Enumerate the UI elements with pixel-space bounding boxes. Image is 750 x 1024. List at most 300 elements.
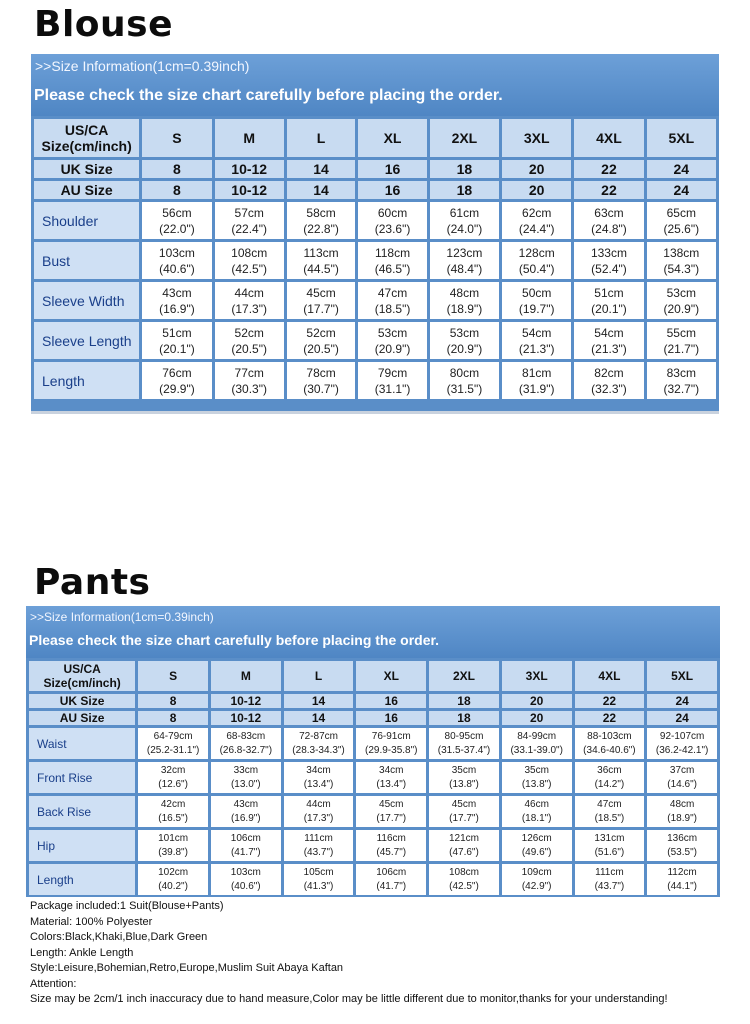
measurement-cm: 126cm (521, 832, 552, 844)
measurement-cell (356, 830, 426, 861)
measurement-cell (575, 864, 645, 895)
measurement-cell (284, 796, 354, 827)
measurement-cm: 76cm (162, 365, 192, 380)
measurement-cell (574, 322, 643, 359)
measurement-cell (287, 242, 355, 279)
measurement-inch: (39.8") (158, 846, 188, 858)
measurement-inch: (49.6") (521, 846, 552, 858)
measurement-inch: (26.8-32.7") (219, 744, 273, 756)
measurement-inch: (16.9") (230, 812, 261, 824)
measurement-cm: 58cm (306, 205, 336, 220)
measurement-label: Sleeve Length (34, 322, 139, 359)
measurement-cm: 64-79cm (153, 730, 193, 742)
size-header-cell: 5XL (647, 119, 716, 157)
au-size-cell: 10-12 (211, 711, 281, 725)
measurement-inch: (21.3") (518, 341, 555, 356)
measurement-row (29, 796, 717, 827)
measurement-cm: 60cm (377, 205, 408, 220)
measurement-inch: (44.5") (303, 261, 339, 276)
measurement-inch: (21.7") (663, 341, 700, 356)
measurement-cell (647, 282, 716, 319)
measurement-inch: (31.9") (518, 381, 555, 396)
measurement-cm: 55cm (666, 325, 696, 340)
measurement-cell (647, 762, 717, 793)
measurement-cell (142, 282, 211, 319)
measurement-cm: 43cm (162, 285, 192, 300)
measurement-inch: (41.3") (303, 880, 334, 892)
measurement-cm: 84-99cm (517, 730, 557, 742)
blouse-chart-bottom-edge (31, 411, 719, 414)
blouse-size-header-row (34, 119, 716, 157)
corner-label-line: US/CA (64, 122, 109, 138)
measurement-label: Front Rise (29, 762, 135, 793)
measurement-cell (647, 728, 717, 759)
measurement-cm: 42cm (160, 798, 186, 810)
au-size-cell: 18 (429, 711, 499, 725)
measurement-cell (429, 728, 499, 759)
measurement-cm: 53cm (666, 285, 696, 300)
measurement-cm: 79cm (377, 365, 408, 380)
measurement-inch: (17.3") (231, 301, 267, 316)
measurement-cm: 54cm (594, 325, 624, 340)
measurement-cell (502, 796, 572, 827)
measurement-cm: 72-87cm (299, 730, 338, 742)
size-header-cell: 4XL (575, 661, 645, 691)
measurement-inch: (20.9") (663, 301, 700, 316)
measurement-label: Length (34, 362, 139, 399)
measurement-cell (215, 282, 284, 319)
blouse-size-table (31, 116, 719, 402)
measurement-cell (138, 796, 208, 827)
measurement-inch: (18.5") (594, 812, 625, 824)
measurement-cell (142, 242, 211, 279)
measurement-cell (502, 728, 572, 759)
measurement-row (29, 864, 717, 895)
measurement-cm: 138cm (663, 245, 700, 260)
measurement-cm: 44cm (306, 798, 331, 810)
measurement-inch: (31.5-37.4") (437, 744, 491, 756)
measurement-inch: (42.5") (449, 880, 479, 892)
measurement-row (29, 830, 717, 861)
measurement-inch: (31.1") (374, 381, 411, 396)
size-header-cell: 4XL (574, 119, 643, 157)
measurement-cm: 136cm (667, 832, 698, 844)
measurement-inch: (16.5") (158, 812, 188, 824)
measurement-cell (287, 282, 355, 319)
measurement-cell (502, 202, 571, 239)
measurement-cm: 51cm (594, 285, 624, 300)
measurement-cm: 68-83cm (226, 730, 266, 742)
uk-size-cell: 14 (284, 694, 354, 708)
measurement-cell (211, 830, 281, 861)
measurement-cm: 118cm (374, 245, 411, 260)
measurement-inch: (20.9") (374, 341, 411, 356)
measurement-inch: (46.5") (374, 261, 411, 276)
measurement-inch: (40.2") (158, 880, 188, 892)
measurement-cell (356, 864, 426, 895)
measurement-inch: (30.3") (231, 381, 267, 396)
measurement-cell (429, 762, 499, 793)
measurement-cell (356, 796, 426, 827)
measurement-label: Waist (29, 728, 135, 759)
measurement-inch: (16.9") (159, 301, 195, 316)
measurement-inch: (17.7") (449, 812, 479, 824)
measurement-cell (358, 322, 426, 359)
measurement-cm: 53cm (377, 325, 408, 340)
measurement-cm: 53cm (449, 325, 480, 340)
size-header-cell: S (138, 661, 208, 691)
measurement-cm: 83cm (666, 365, 696, 380)
measurement-row (34, 282, 716, 319)
measurement-row (34, 242, 716, 279)
measurement-cm: 46cm (524, 798, 549, 810)
size-header-cell: L (284, 661, 354, 691)
measurement-cm: 45cm (306, 285, 336, 300)
measurement-cm: 36cm (597, 764, 622, 776)
measurement-cm: 111cm (304, 832, 333, 844)
measurement-inch: (50.4") (518, 261, 555, 276)
measurement-inch: (54.3") (663, 261, 700, 276)
measurement-cm: 109cm (521, 866, 552, 878)
measurement-cell (430, 362, 499, 399)
measurement-cell (356, 728, 426, 759)
measurement-cm: 63cm (594, 205, 624, 220)
measurement-inch: (44.1") (667, 880, 697, 892)
note-length: Length: Ankle Length (30, 946, 134, 959)
measurement-cm: 48cm (669, 798, 695, 810)
measurement-inch: (40.6") (230, 880, 261, 892)
measurement-cm: 121cm (448, 832, 479, 844)
measurement-cell (430, 282, 499, 319)
measurement-cell (284, 762, 354, 793)
measurement-cm: 102cm (158, 866, 189, 878)
measurement-cm: 50cm (522, 285, 552, 300)
measurement-cm: 47cm (597, 798, 622, 810)
measurement-cell (502, 864, 572, 895)
measurement-inch: (13.4") (376, 778, 407, 790)
measurement-cell (430, 322, 499, 359)
measurement-cm: 62cm (522, 205, 552, 220)
measurement-cell (430, 202, 499, 239)
measurement-inch: (20.5") (303, 341, 339, 356)
measurement-inch: (32.3") (591, 381, 627, 396)
measurement-cell (211, 796, 281, 827)
measurement-cell (502, 322, 571, 359)
measurement-cm: 106cm (376, 866, 407, 878)
pants-chart-header (26, 606, 720, 658)
measurement-label: Length (29, 864, 135, 895)
measurement-cell (429, 864, 499, 895)
measurement-cm: 45cm (379, 798, 404, 810)
measurement-cell (142, 362, 211, 399)
measurement-inch: (43.7") (303, 846, 334, 858)
measurement-inch: (13.4") (303, 778, 334, 790)
uk-size-cell: 14 (287, 160, 355, 178)
measurement-cm: 35cm (451, 764, 477, 776)
blouse-uk-size-row (34, 160, 716, 178)
measurement-label: Hip (29, 830, 135, 861)
measurement-cm: 112cm (667, 866, 697, 878)
measurement-cm: 76-91cm (371, 730, 411, 742)
size-header-cell: 2XL (430, 119, 499, 157)
size-header-cell: 2XL (429, 661, 499, 691)
measurement-cell (358, 242, 426, 279)
measurement-inch: (14.6") (667, 778, 697, 790)
measurement-cell (647, 362, 716, 399)
measurement-label: Bust (34, 242, 139, 279)
measurement-cell (430, 242, 499, 279)
measurement-cm: 65cm (666, 205, 696, 220)
au-size-label: AU Size (29, 711, 135, 725)
measurement-cm: 88-103cm (587, 730, 632, 742)
uk-size-cell: 10-12 (215, 160, 284, 178)
au-size-cell: 8 (138, 711, 208, 725)
measurement-cell (647, 830, 717, 861)
measurement-cm: 92-107cm (659, 730, 705, 742)
measurement-inch: (19.7") (518, 301, 555, 316)
uk-size-cell: 18 (429, 694, 499, 708)
size-header-cell: XL (356, 661, 426, 691)
measurement-inch: (17.7") (303, 301, 339, 316)
note-material: Material: 100% Polyester (30, 915, 153, 928)
measurement-inch: (53.5") (667, 846, 697, 858)
measurement-cm: 47cm (377, 285, 408, 300)
au-size-cell: 20 (502, 711, 572, 725)
measurement-inch: (18.5") (374, 301, 411, 316)
measurement-cell (647, 796, 717, 827)
measurement-cm: 123cm (446, 245, 483, 260)
measurement-cm: 80-95cm (444, 730, 484, 742)
size-header-cell: 5XL (647, 661, 717, 691)
measurement-cm: 52cm (306, 325, 336, 340)
measurement-cell (502, 282, 571, 319)
uk-size-label: UK Size (29, 694, 135, 708)
measurement-cell (574, 242, 643, 279)
measurement-inch: (23.6") (374, 221, 411, 236)
measurement-inch: (41.7") (230, 846, 261, 858)
measurement-cm: 34cm (306, 764, 331, 776)
measurement-cm: 35cm (524, 764, 549, 776)
measurement-label: Back Rise (29, 796, 135, 827)
measurement-inch: (24.8") (591, 221, 627, 236)
measurement-inch: (52.4") (591, 261, 627, 276)
note-disclaimer: Size may be 2cm/1 inch inaccuracy due to hand measure,Color may be little different due to monitor,thanks for your understanding! (30, 993, 668, 1005)
measurement-cell (284, 728, 354, 759)
pants-info-line: >>Size Information(1cm=0.39inch) (30, 610, 214, 624)
measurement-label: Sleeve Width (34, 282, 139, 319)
measurement-cell (502, 362, 571, 399)
measurement-inch: (28.3-34.3") (292, 744, 345, 756)
measurement-cm: 52cm (234, 325, 264, 340)
measurement-inch: (36.2-42.1") (655, 744, 709, 756)
measurement-cell (429, 796, 499, 827)
size-header-cell: M (211, 661, 281, 691)
product-notes (30, 899, 720, 1008)
au-size-cell: 8 (142, 181, 211, 199)
au-size-cell: 20 (502, 181, 571, 199)
measurement-inch: (34.6-40.6") (583, 744, 636, 756)
size-header-cell: L (287, 119, 355, 157)
note-colors: Colors:Black,Khaki,Blue,Dark Green (30, 931, 208, 943)
measurement-cm: 82cm (594, 365, 624, 380)
measurement-cm: 57cm (234, 205, 264, 220)
measurement-inch: (25.6") (663, 221, 700, 236)
uk-size-label: UK Size (34, 160, 139, 178)
measurement-inch: (22.8") (303, 221, 339, 236)
measurement-inch: (31.5") (446, 381, 483, 396)
au-size-cell: 14 (287, 181, 355, 199)
corner-label-line: Size(cm/inch) (41, 138, 132, 154)
measurement-cell (211, 728, 281, 759)
measurement-cm: 105cm (303, 866, 334, 878)
measurement-row (34, 362, 716, 399)
measurement-inch: (29.9-35.8") (365, 744, 418, 756)
measurement-cell (502, 762, 572, 793)
size-header-cell: XL (358, 119, 426, 157)
measurement-inch: (13.8") (449, 778, 479, 790)
pants-corner-label (29, 661, 135, 691)
measurement-cell (287, 202, 355, 239)
uk-size-cell: 20 (502, 694, 572, 708)
pants-check-line: Please check the size chart carefully before placing the order. (29, 632, 440, 648)
uk-size-cell: 20 (502, 160, 571, 178)
measurement-cm: 61cm (449, 205, 480, 220)
measurement-cell (575, 796, 645, 827)
measurement-inch: (48.4") (446, 261, 483, 276)
measurement-cell (287, 362, 355, 399)
measurement-cell (211, 864, 281, 895)
uk-size-cell: 16 (358, 160, 426, 178)
size-header-cell: S (142, 119, 211, 157)
pants-size-table (26, 658, 720, 898)
uk-size-cell: 8 (142, 160, 211, 178)
measurement-cell (215, 362, 284, 399)
measurement-cm: 33cm (233, 764, 259, 776)
measurement-inch: (18.9") (667, 812, 697, 824)
measurement-cell (211, 762, 281, 793)
uk-size-cell: 16 (356, 694, 426, 708)
note-package: Package included:1 Suit(Blouse+Pants) (30, 900, 224, 912)
measurement-inch: (21.3") (591, 341, 627, 356)
measurement-inch: (45.7") (376, 846, 407, 858)
measurement-cell (358, 202, 426, 239)
size-header-cell: M (215, 119, 284, 157)
measurement-cell (142, 322, 211, 359)
measurement-cell (647, 202, 716, 239)
measurement-cm: 54cm (522, 325, 552, 340)
measurement-cm: 78cm (306, 365, 336, 380)
measurement-cm: 101cm (158, 832, 189, 844)
measurement-cell (502, 830, 572, 861)
au-size-cell: 16 (356, 711, 426, 725)
measurement-cell (138, 864, 208, 895)
uk-size-cell: 24 (647, 694, 717, 708)
au-size-cell: 24 (647, 711, 717, 725)
measurement-cell (647, 864, 717, 895)
measurement-cell (429, 830, 499, 861)
measurement-cell (215, 322, 284, 359)
blouse-info-line: >>Size Information(1cm=0.39inch) (35, 58, 250, 74)
measurement-cm: 108cm (448, 866, 479, 878)
measurement-row (29, 728, 717, 759)
measurement-cm: 113cm (303, 245, 339, 260)
measurement-inch: (43.7") (594, 880, 625, 892)
measurement-inch: (13.8") (521, 778, 552, 790)
measurement-cm: 111cm (595, 866, 624, 878)
measurement-inch: (24.4") (518, 221, 555, 236)
measurement-inch: (20.1") (159, 341, 195, 356)
measurement-cm: 133cm (590, 245, 627, 260)
measurement-cm: 106cm (230, 832, 261, 844)
uk-size-cell: 22 (575, 694, 645, 708)
measurement-cell (284, 830, 354, 861)
measurement-cm: 48cm (449, 285, 480, 300)
blouse-title: Blouse (34, 4, 173, 45)
measurement-inch: (22.0") (159, 221, 195, 236)
au-size-cell: 10-12 (215, 181, 284, 199)
measurement-cell (138, 830, 208, 861)
measurement-cell (647, 242, 716, 279)
measurement-inch: (24.0") (446, 221, 483, 236)
measurement-cm: 103cm (158, 245, 195, 260)
measurement-inch: (29.9") (159, 381, 195, 396)
measurement-cell (287, 322, 355, 359)
measurement-inch: (17.7") (376, 812, 407, 824)
corner-label-line: Size(cm/inch) (43, 676, 121, 690)
au-size-cell: 22 (574, 181, 643, 199)
measurement-cm: 44cm (234, 285, 264, 300)
measurement-cm: 108cm (231, 245, 268, 260)
measurement-cell (284, 864, 354, 895)
size-header-cell: 3XL (502, 119, 571, 157)
measurement-cell (575, 830, 645, 861)
uk-size-cell: 10-12 (211, 694, 281, 708)
measurement-inch: (22.4") (231, 221, 267, 236)
au-size-cell: 24 (647, 181, 716, 199)
corner-label-line: US/CA (63, 662, 101, 676)
measurement-row (34, 202, 716, 239)
measurement-cm: 77cm (234, 365, 264, 380)
au-size-cell: 16 (358, 181, 426, 199)
pants-size-header-row (29, 661, 717, 691)
measurement-cell (142, 202, 211, 239)
measurement-inch: (33.1-39.0") (510, 744, 563, 756)
note-style: Style:Leisure,Bohemian,Retro,Europe,Muslim Suit Abaya Kaftan (30, 962, 344, 974)
measurement-row (29, 762, 717, 793)
measurement-label: Shoulder (34, 202, 139, 239)
measurement-cm: 43cm (233, 798, 259, 810)
measurement-inch: (51.6") (594, 846, 625, 858)
measurement-cm: 32cm (160, 764, 186, 776)
measurement-inch: (25.2-31.1") (146, 744, 200, 756)
measurement-cell (358, 282, 426, 319)
measurement-cell (574, 282, 643, 319)
uk-size-cell: 18 (430, 160, 499, 178)
measurement-inch: (47.6") (449, 846, 479, 858)
measurement-cm: 51cm (162, 325, 192, 340)
size-header-cell: 3XL (502, 661, 572, 691)
measurement-inch: (42.9") (521, 880, 552, 892)
measurement-inch: (14.2") (594, 778, 625, 790)
measurement-inch: (42.5") (231, 261, 267, 276)
measurement-cell (356, 762, 426, 793)
measurement-inch: (13.0") (230, 778, 261, 790)
measurement-cm: 116cm (376, 832, 406, 844)
measurement-inch: (41.7") (376, 880, 407, 892)
measurement-inch: (18.9") (446, 301, 483, 316)
measurement-cell (574, 202, 643, 239)
measurement-inch: (40.6") (159, 261, 195, 276)
